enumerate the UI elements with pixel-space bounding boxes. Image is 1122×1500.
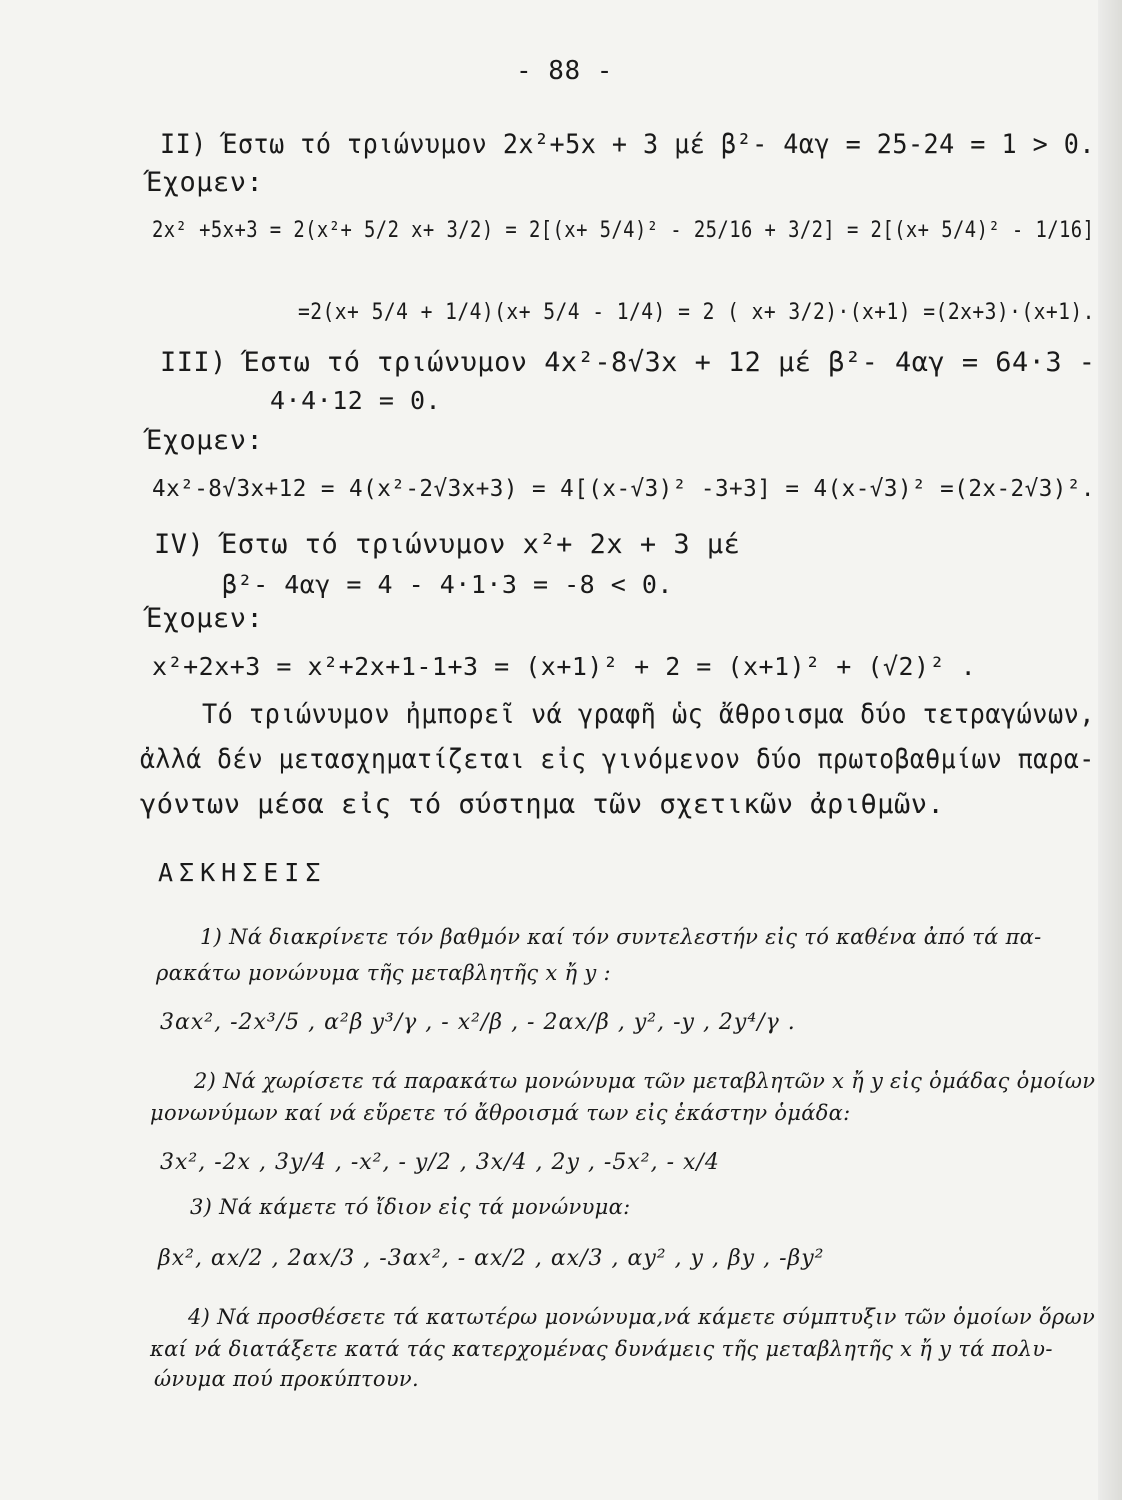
section-3-intro: III) Έστω τό τριώνυμον 4x²-8√3x + 12 μέ β²- 4αγ = 64·3 -	[160, 347, 1096, 378]
page-number: - 88 -	[516, 56, 613, 86]
section-4-intro: IV) Έστω τό τριώνυμον x²+ 2x + 3 μέ	[154, 529, 741, 560]
exercise-3-monomials: βx², αx/2 , 2αx/3 , -3αx², - αx/2 , αx/3 , αy² , y , βy , -βy²	[158, 1246, 825, 1271]
exercise-1-line-2: ρακάτω μονώνυμα τῆς μεταβλητῆς x ἤ y :	[156, 961, 611, 985]
exercise-2-line-2: μονωνύμων καί νά εὕρετε τό ἄθροισμά των εἰς ἑκάστην ὁμάδα:	[150, 1101, 851, 1125]
section-2-equation-1: 2x² +5x+3 = 2(x²+ 5/2 x+ 3/2) = 2[(x+ 5/4)² - 25/16 + 3/2] = 2[(x+ 5/4)² - 1/16]	[152, 218, 1095, 243]
exercise-4-line-1: 4) Νά προσθέσετε τά κατωτέρω μονώνυμα,νά κάμετε σύμπτυξιν τῶν ὁμοίων ὅρων	[188, 1305, 1096, 1329]
section-2-echomen: Έχομεν:	[146, 167, 264, 198]
section-3-intro-cont: 4·4·12 = 0.	[270, 386, 442, 415]
exercise-1-line-1: 1) Νά διακρίνετε τόν βαθμόν καί τόν συντελεστήν εἰς τό καθένα ἀπό τά πα-	[200, 925, 1042, 949]
section-4-equation-1: x²+2x+3 = x²+2x+1-1+3 = (x+1)² + 2 = (x+1)² + (√2)² .	[152, 652, 977, 681]
exercise-3-line-1: 3) Νά κάμετε τό ἴδιον εἰς τά μονώνυμα:	[190, 1195, 631, 1219]
exercise-4-line-3: ώνυμα πού προκύπτουν.	[154, 1367, 419, 1391]
exercises-heading: ΑΣΚΗΣΕΙΣ	[158, 858, 327, 887]
exercise-2-monomials: 3x², -2x , 3y/4 , -x², - y/2 , 3x/4 , 2y , -5x², - x/4	[160, 1150, 720, 1175]
section-2-intro: II) Έστω τό τριώνυμον 2x²+5x + 3 μέ β²- 4αγ = 25-24 = 1 > 0.	[160, 129, 1095, 160]
exercise-1-monomials: 3αx², -2x³/5 , α²β y³/γ , - x²/β , - 2αx/β , y², -y , 2y⁴/γ .	[160, 1010, 796, 1035]
exercise-2-line-1: 2) Νά χωρίσετε τά παρακάτω μονώνυμα τῶν μεταβλητῶν x ἤ y εἰς ὁμάδας ὁμοίων	[194, 1069, 1096, 1093]
section-4-echomen: Έχομεν:	[146, 603, 264, 634]
section-4-intro-cont: β²- 4αγ = 4 - 4·1·3 = -8 < 0.	[222, 570, 673, 599]
exercise-4-line-2: καί νά διατάξετε κατά τάς κατερχομένας δυνάμεις τῆς μεταβλητῆς x ἤ y τά πολυ-	[150, 1337, 1053, 1361]
section-2-equation-2: =2(x+ 5/4 + 1/4)(x+ 5/4 - 1/4) = 2 ( x+ 3/2)·(x+1) =(2x+3)·(x+1).	[298, 300, 1095, 325]
section-3-equation-1: 4x²-8√3x+12 = 4(x²-2√3x+3) = 4[(x-√3)² -3+3] = 4(x-√3)² =(2x-2√3)².	[152, 476, 1096, 502]
conclusion-line-1: Τό τριώνυμον ἠμπορεῖ νά γραφῆ ὡς ἄθροισμα δύο τετραγώνων,	[202, 699, 1095, 730]
conclusion-line-3: γόντων μέσα εἰς τό σύστημα τῶν σχετικῶν ἀριθμῶν.	[140, 789, 945, 820]
conclusion-line-2: ἀλλά δέν μετασχηματίζεται εἰς γινόμενον δύο πρωτοβαθμίων παρα-	[140, 744, 1095, 775]
page-edge	[1098, 0, 1122, 1500]
section-3-echomen: Έχομεν:	[146, 425, 264, 456]
